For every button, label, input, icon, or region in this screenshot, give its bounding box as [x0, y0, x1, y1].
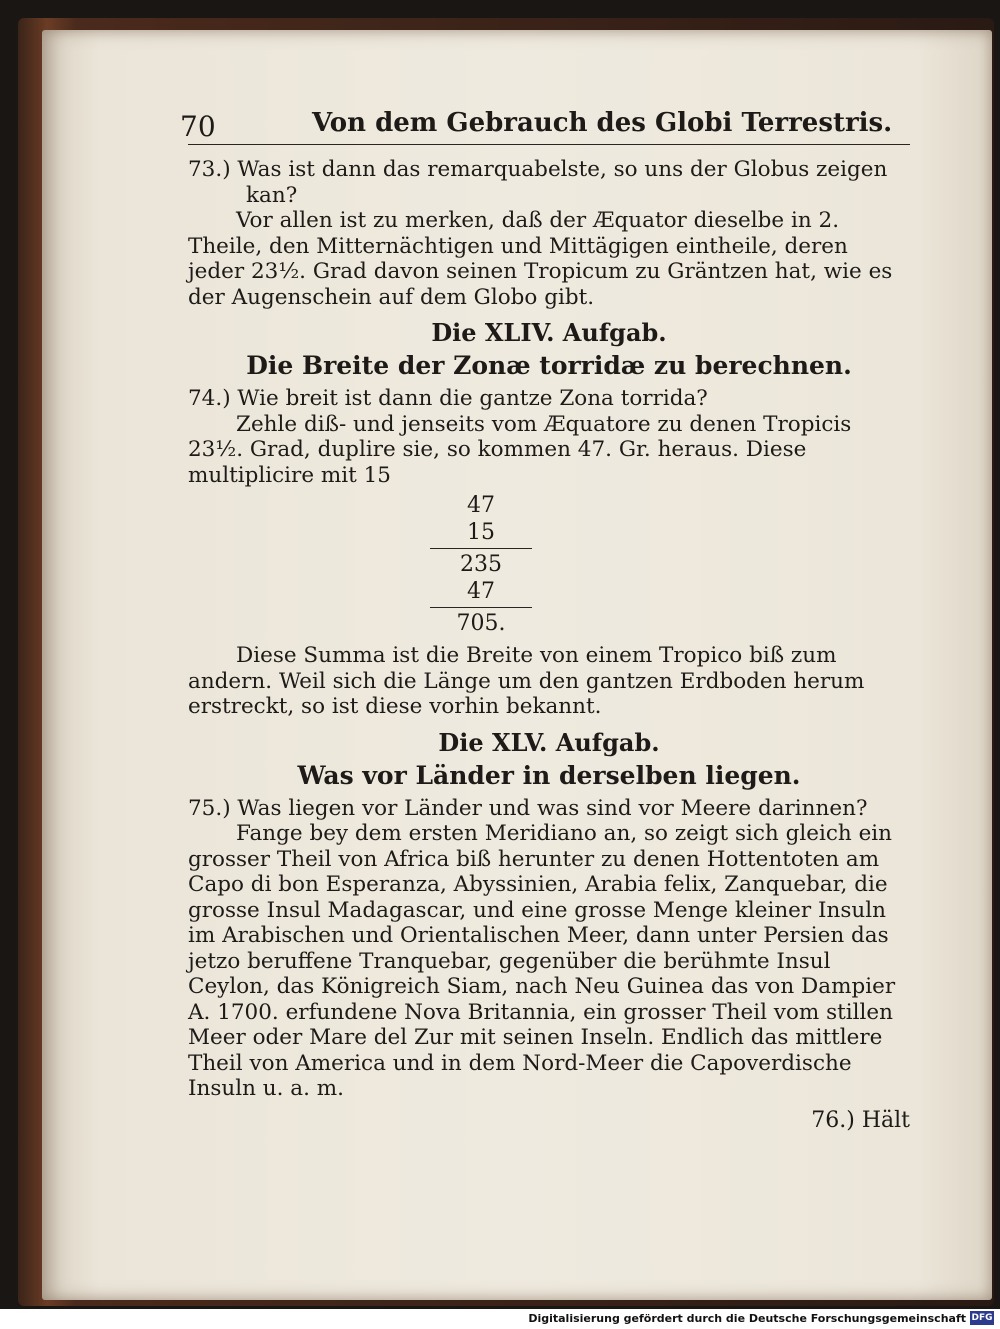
task-45-subtitle: Was vor Länder in derselben liegen. [297, 760, 801, 790]
question-75: 75.) Was liegen vor Länder und was sind vor Meere darinnen? [188, 795, 868, 821]
multiplication [436, 492, 526, 637]
task-45-title: Die XLV. Aufgab. [438, 727, 660, 757]
calc-partial-1: 235 [460, 552, 502, 577]
calc-rule [430, 607, 532, 608]
answer-73: Vor allen ist zu merken, daß der Æquator dieselbe in 2. Theile, den Mitternächtigen und Mittägigen eintheile, deren jeder 23½. Grad davon seinen Tropicum zu Gräntzen hat, wie es der Augenschein auf dem Globo gibt. [188, 208, 893, 310]
calc-partial-2: 47 [467, 579, 495, 604]
page-content [180, 106, 910, 1133]
question-73: 73.) Was ist dann das remarquabelste, so uns der Globus zeigen kan? [188, 157, 888, 208]
funding-credit: Digitalisierung gefördert durch die Deutsche Forschungsgemeinschaft [528, 1312, 966, 1325]
calc-result: 705. [456, 611, 506, 636]
answer-75: Fange bey dem ersten Meridiano an, so zeigt sich gleich ein grosser Theil von Africa biß herunter zu denen Hottentoten am Capo di bon Esperanza, Abyssinien, Arabia felix, Zanquebar, die grosse Insul Madagascar, und eine grosse Menge kleiner Insuln im Arabischen und Orientalischen Meer, dann unter Persien das jetzo beruffene Tranquebar, gegenüber die berühmte Insul Ceylon, das Königreich Siam, nach Neu Guinea das von Dampier A. 1700. erfundene Nova Britannia, ein grosser Theil vom stillen Meer oder Mare del Zur mit seinen Inseln. Endlich das mittlere Theil von America und in dem Nord-Meer die Capoverdische Insuln u. a. m. [188, 821, 896, 1101]
task-44-subtitle: Die Breite der Zonæ torridæ zu berechnen. [246, 351, 852, 380]
answer-74: Zehle diß- und jenseits vom Æquatore zu denen Tropicis 23½. Grad, duplire sie, so kommen 47. Gr. heraus. Diese multiplicire mit 15 [188, 411, 852, 488]
question-74: 74.) Wie breit ist dann die gantze Zona torrida? [188, 386, 708, 411]
page-number: 70 [180, 110, 216, 143]
calc-multiplier: 15 [467, 520, 495, 545]
calc-rule [430, 548, 532, 549]
after-calc: Diese Summa ist die Breite von einem Tropico biß zum andern. Weil sich die Länge um den gantzen Erdboden herum erstreckt, so ist diese vorhin bekannt. [188, 643, 865, 719]
calc-multiplicand: 47 [467, 493, 495, 518]
running-title: Von dem Gebrauch des Globi Terrestris. [312, 108, 893, 138]
task-44-title: Die XLIV. Aufgab. [431, 318, 667, 347]
page-header [180, 106, 910, 145]
catchword: 76.) Hält [811, 1107, 910, 1133]
dfg-logo: DFG [971, 1313, 993, 1323]
